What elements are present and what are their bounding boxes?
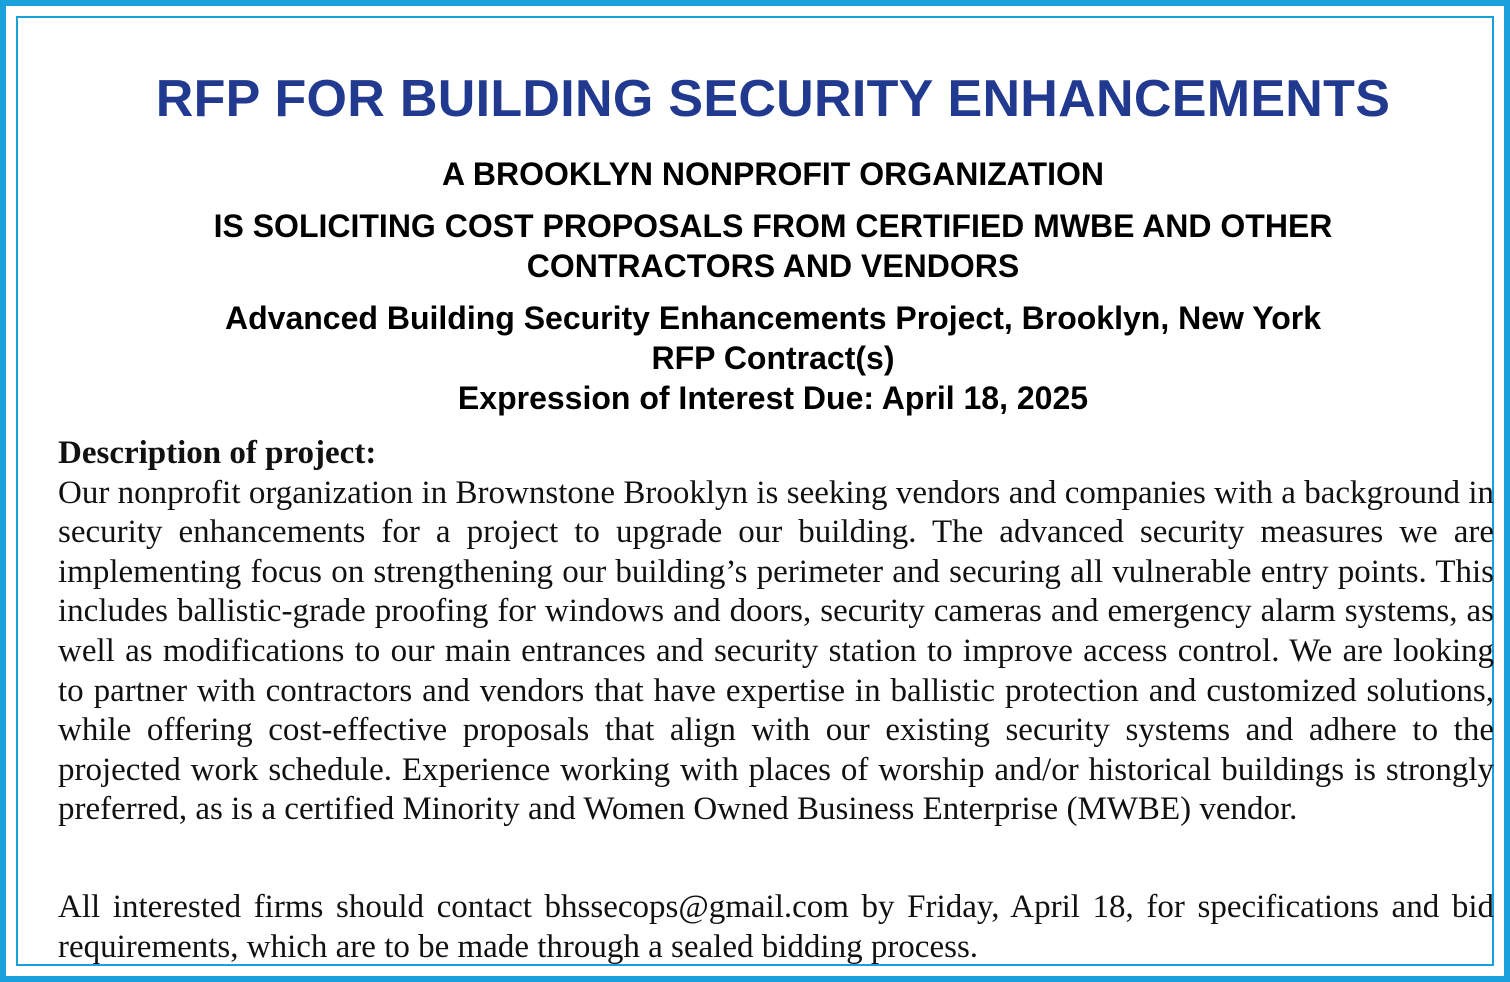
due-date-line: Expression of Interest Due: April 18, 2025: [457, 380, 1089, 416]
contract-line: RFP Contract(s): [651, 340, 895, 376]
project-description: [58, 434, 1494, 830]
notice-inner-border: [16, 16, 1494, 966]
org-line-1: A BROOKLYN NONPROFIT ORGANIZATION: [442, 156, 1104, 192]
project-line: Advanced Building Security Enhancements Project, Brooklyn, New York: [225, 300, 1321, 336]
org-line-3: CONTRACTORS AND VENDORS: [526, 248, 1020, 284]
description-heading: Description of project:: [58, 435, 377, 471]
contact-paragraph: All interested firms should contact bhssecops@gmail.com by Friday, April 18, for specifications and bid requirements, which are to be made through a sealed bidding process.: [58, 889, 1494, 965]
notice-title: RFP FOR BUILDING SECURITY ENHANCEMENTS: [155, 70, 1391, 128]
description-body: Our nonprofit organization in Brownstone Brooklyn is seeking vendors and companies with a background in security enhancements for a project to upgrade our building. The advanced security measures we are implementing focus on strengthening our building’s perimeter and securing all vulnerable entry points. This includes ballistic-grade proofing for windows and doors, security cameras and emergency alarm systems, as well as modifications to our main entrances and security station to improve access control. We are looking to partner with contractors and vendors that have expertise in ballistic protection and customized solutions, while offering cost-effective proposals that align with our existing security systems and adhere to the projected work schedule. Experience working with places of worship and/or historical buildings is strongly preferred, as is a certified Minority and Women Owned Business Enterprise (MWBE) vendor.: [58, 474, 1494, 828]
org-line-2: IS SOLICITING COST PROPOSALS FROM CERTIFIED MWBE AND OTHER: [213, 208, 1333, 244]
